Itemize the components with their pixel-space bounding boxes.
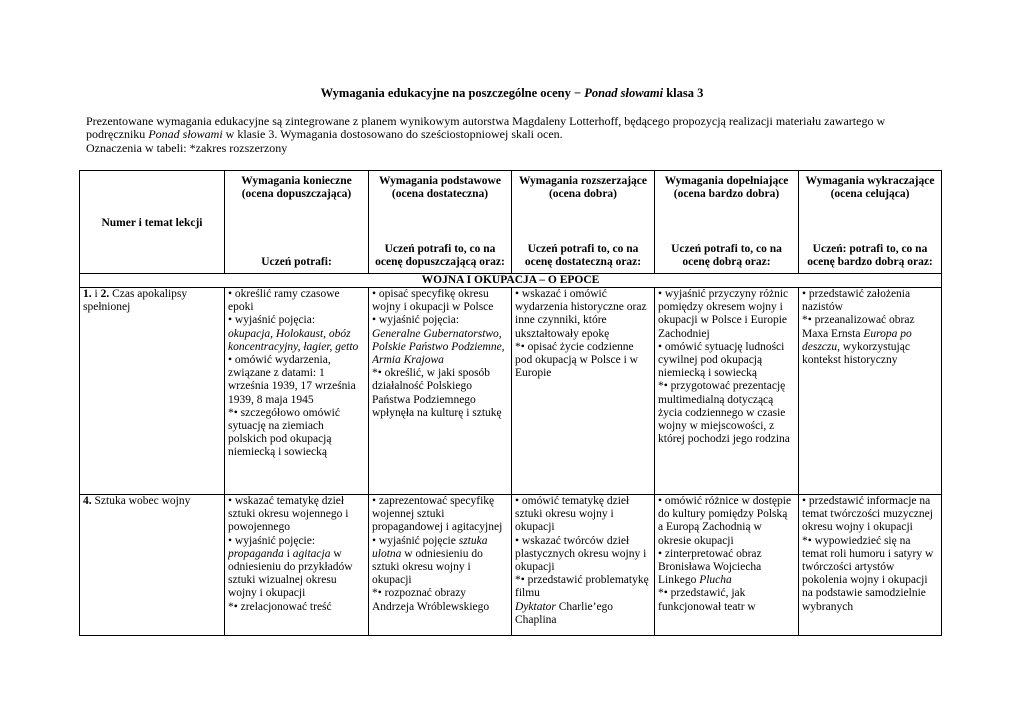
grade-3-cell: • zaprezentować specyfikę wojennej sztuki propagandowej i agitacyjnej • wyjaśnić pojęcie sztuka ulotna w odniesieniu do sztuki okresu wojny i okupacji *• rozpoznać obrazy Andrzeja Wróblewskiego (369, 495, 512, 636)
header-grade-3: Wymagania podstawowe (ocena dostateczna) Uczeń potrafi to, co na ocenę dopuszczającą oraz: (369, 171, 512, 274)
grade-3-cell: • opisać specyfikę okresu wojny i okupacji w Polsce • wyjaśnić pojęcia: Generalne Gubernatorstwo, Polskie Państwo Podziemne, Armia Krajowa *• określić, w jaki sposób działalność Polskiego Państwa Podziemnego wpłynęła na kulturę i sztukę (369, 288, 512, 495)
grade-5-cell: • omówić różnice w dostępie do kultury pomiędzy Polską a Europą Zachodnią w okresie okupacji • zinterpretować obraz Bronisława Wojciecha Linkego Plucha *• przedstawić, jak funkcjonował teatr w (655, 495, 799, 636)
section-title: WOJNA I OKUPACJA – O EPOCE (80, 274, 942, 288)
intro-line: Prezentowane wymagania edukacyjne są zintegrowane z planem wynikowym autorstwa Magdaleny Lotterhoff, będącego propozycją realizacji materiału zawartego w (86, 114, 886, 128)
lesson-cell: 4. Sztuka wobec wojny (80, 495, 225, 636)
document-title: Wymagania edukacyjne na poszczególne oceny − Ponad słowami klasa 3 (320, 86, 704, 100)
grade-2-cell: • określić ramy czasowe epoki • wyjaśnić pojęcia: okupacja, Holokaust, obóz koncentracyjny, łagier, getto • omówić wydarzenia, związane z datami: 1 września 1939, 17 września 1939, 8 maja 1945 *• szczegółowo omówić sytuację na ziemiach polskich pod okupacją niemiecką i sowiecką (225, 288, 369, 495)
section-row (80, 274, 942, 288)
grade-6-cell: • przedstawić założenia nazistów *• przeanalizować obraz Maxa Ernsta Europa po deszczu, wykorzystując kontekst historyczny (799, 288, 942, 495)
intro-text (86, 115, 936, 155)
header-lesson: Numer i temat lekcji (80, 171, 225, 274)
table-row (80, 288, 942, 495)
table-row (80, 495, 942, 636)
header-grade-4: Wymagania rozszerzające (ocena dobra) Uczeń potrafi to, co na ocenę dostateczną oraz: (512, 171, 655, 274)
intro-legend: Oznaczenia w tabeli: *zakres rozszerzony (86, 140, 288, 155)
header-row (80, 171, 942, 274)
grade-4-cell: • wskazać i omówić wydarzenia historyczne oraz inne czynniki, które ukształtowały epokę *• opisać życie codzienne pod okupacją w Polsce i w Europie (512, 288, 655, 495)
header-grade-6: Wymagania wykraczające (ocena celująca) Uczeń: potrafi to, co na ocenę bardzo dobrą oraz: (799, 171, 942, 274)
requirements-table (79, 170, 942, 636)
grade-5-cell: • wyjaśnić przyczyny różnic pomiędzy okresem wojny i okupacji w Polsce i Europie Zachodniej • omówić sytuację ludności cywilnej pod okupacją niemiecką i sowiecką *• przygotować prezentację multimedialną dotyczącą życia codziennego w czasie wojny w miejscowości, z której pochodzi jego rodzina (655, 288, 799, 495)
header-grade-5: Wymagania dopełniające (ocena bardzo dobra) Uczeń potrafi to, co na ocenę dobrą oraz: (655, 171, 799, 274)
grade-4-cell: • omówić tematykę dzieł sztuki okresu wojny i okupacji • wskazać twórców dzieł plastycznych okresu wojny i okupacji *• przedstawić problematykę filmu Dyktator Charlie’ego Chaplina (512, 495, 655, 636)
grade-2-cell: • wskazać tematykę dzieł sztuki okresu wojennego i powojennego • wyjaśnić pojęcie: propaganda i agitacja w odniesieniu do przykładów sztuki wizualnej okresu wojny i okupacji *• zrelacjonować treść (225, 495, 369, 636)
grade-6-cell: • przedstawić informacje na temat twórczości muzycznej okresu wojny i okupacji *• wypowiedzieć się na temat roli humoru i satyry w twórczości artystów pokolenia wojny i okupacji na podstawie samodzielnie wybranych (799, 495, 942, 636)
header-grade-2: Wymagania konieczne (ocena dopuszczająca) Uczeń potrafi: (225, 171, 369, 274)
lesson-cell: 1. i 2. Czas apokalipsy spełnionej (80, 288, 225, 495)
intro-line: podręczniku Ponad słowami w klasie 3. Wymagania dostosowano do sześciostopniowej skali ocen. (86, 127, 563, 142)
